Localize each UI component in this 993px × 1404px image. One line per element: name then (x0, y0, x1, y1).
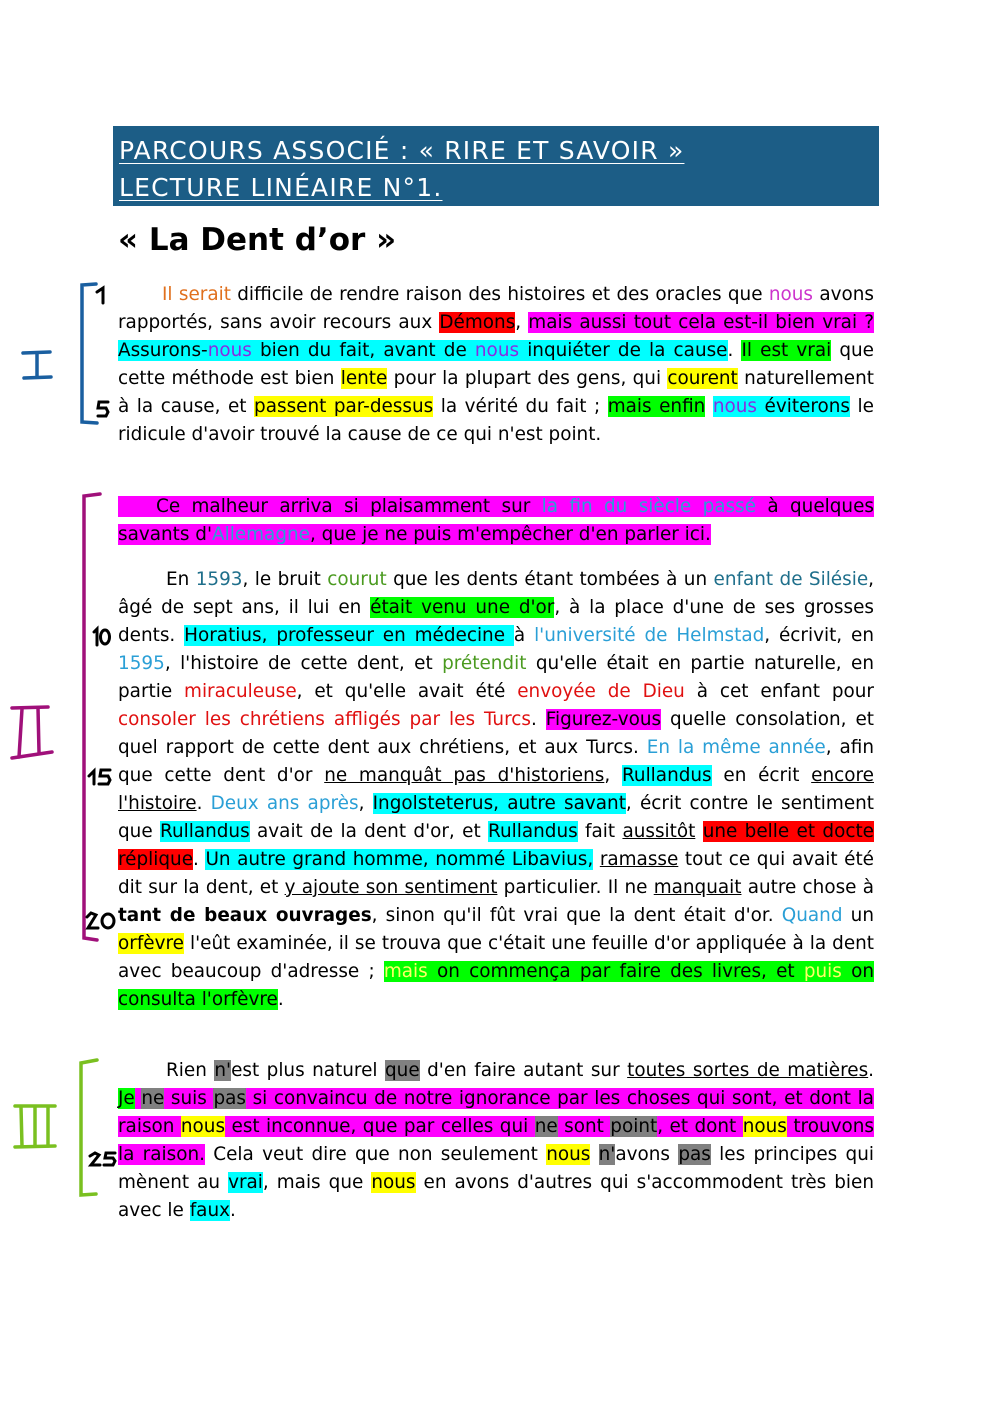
text-span: on commença par faire des livres, et (427, 961, 804, 982)
text-span: bien du fait, avant de (251, 340, 475, 361)
underlined-text: ne manquât pas d'historiens (324, 765, 605, 786)
paragraph-1 (118, 281, 874, 449)
text-span: on consulta l'orfèvre (118, 961, 874, 1010)
highlight-yellow: orfèvre (118, 933, 184, 954)
highlight-magenta: est inconnue, que par celles qui (225, 1116, 535, 1137)
text-span: les principes qui mènent au (118, 1144, 874, 1193)
text-span: Deux ans après (210, 793, 359, 814)
highlight-magenta: , et dont (657, 1116, 743, 1137)
line-number-15 (89, 770, 110, 784)
section-numeral-2 (12, 707, 52, 758)
text-span: autre chose à (741, 877, 874, 898)
text-span: quelle consolation, et quel rapport de cette dent aux chrétiens, et aux Turcs. (118, 709, 874, 758)
text-span: . (530, 709, 546, 730)
text-span (164, 1088, 171, 1109)
text-span: que cette méthode est bien (118, 340, 874, 389)
section-header (113, 126, 879, 206)
text-span: Assurons- (118, 340, 208, 361)
text-span: . (196, 793, 211, 814)
highlight-green: Il est vrai (741, 340, 832, 361)
line-number-20 (87, 913, 114, 928)
text-span (695, 821, 702, 842)
highlight-magenta: Figurez-vous (545, 709, 662, 730)
text-span (593, 849, 600, 870)
text-span: Cela veut dire que non seulement (204, 1144, 547, 1165)
header-line-2: LECTURE LINÉAIRE N°1. (119, 173, 443, 202)
bracket-section-1 (82, 284, 97, 423)
text-span: , (358, 793, 373, 814)
text-span: avons rapportés, sans avoir recours aux (118, 284, 874, 333)
text-span: en écrit (711, 765, 812, 786)
highlight-cyan: Horatius, professeur en médecine (184, 625, 514, 646)
paragraph-3 (118, 566, 874, 1014)
text-span: En la même année (646, 737, 826, 758)
text-span: . (727, 340, 742, 361)
text-span: , que je ne puis m'empêcher d'en parler ici. (309, 524, 711, 545)
highlight-cyan (118, 340, 728, 361)
highlight-gray: n' (598, 1144, 616, 1165)
text-span: , le bruit (242, 569, 328, 590)
section-numeral-3 (15, 1106, 55, 1147)
text-span: . (230, 1200, 236, 1221)
line-number-25 (90, 1153, 115, 1165)
text-span: miraculeuse (184, 681, 297, 702)
underlined-text: toutes sortes de matières (627, 1060, 869, 1081)
text-span: nous (712, 396, 758, 417)
highlight-cyan (713, 396, 850, 417)
text-span: . (868, 1060, 875, 1081)
text-span: courut (327, 569, 387, 590)
text-span: , âgé de sept ans, il lui en (118, 569, 874, 618)
text-span: 1595 (118, 653, 165, 674)
highlight-green: était venu une d'or (370, 597, 555, 618)
highlight-magenta: sont (557, 1116, 611, 1137)
highlight-red: une belle et docte réplique (118, 821, 874, 870)
bold-text: tant de beaux ouvrages (118, 905, 372, 926)
highlight-gray: que (385, 1060, 420, 1081)
text-span: naturellement à la cause, et (118, 368, 874, 417)
underlined-text: encore l'histoire (118, 765, 874, 814)
text-span: enfant de Silésie (713, 569, 869, 590)
text-span: avons (615, 1144, 679, 1165)
highlight-cyan: faux (189, 1200, 230, 1221)
text-span: , afin que cette dent d'or (118, 737, 874, 786)
text-span: l'eût examinée, il se trouva que c'était une feuille d'or appliquée à la dent avec beaucoup d'adresse ; (118, 933, 874, 982)
text-span: difficile de rendre raison des histoires et des oracles que (230, 284, 769, 305)
highlight-gray: ne (534, 1116, 558, 1137)
header-line-1: PARCOURS ASSOCIÉ : « RIRE ET SAVOIR » (119, 136, 685, 165)
highlight-yellow: lente (340, 368, 388, 389)
text-span (590, 1144, 598, 1165)
text-span: le ridicule d'avoir trouvé la cause de ce qui n'est point. (118, 396, 874, 445)
text-span: envoyée de Dieu (517, 681, 685, 702)
text-span: inquiéter de la cause (519, 340, 728, 361)
text-span: l'université de Helmstad (534, 625, 765, 646)
text-span: pour la plupart des gens, qui (387, 368, 668, 389)
highlight-magenta: suis (170, 1088, 207, 1109)
text-span: nous (207, 340, 252, 361)
text-span: , mais que (262, 1172, 372, 1193)
line-number-5 (98, 402, 108, 416)
text-span: en avons d'autres qui s'accommodent très bien avec le (118, 1172, 875, 1221)
text-span: que les dents étant tombées à un (386, 569, 714, 590)
highlight-gray: n' (214, 1060, 232, 1081)
highlight-yellow: passent par-dessus (254, 396, 434, 417)
text-span: . (277, 989, 284, 1010)
text-span: consoler les chrétiens affligés par les Turcs (118, 709, 531, 730)
highlight-cyan: Rullandus (621, 765, 712, 786)
highlight-green: Je (118, 1088, 135, 1109)
highlight-magenta: si convaincu de notre ignorance par les choses qui sont, et dont la raison (118, 1088, 874, 1137)
text-span: avait de la dent d'or, et (249, 821, 489, 842)
highlight-gray: ne (141, 1088, 165, 1109)
highlight-yellow: nous (546, 1144, 591, 1165)
highlight-cyan: Rullandus (488, 821, 578, 842)
text-span: . (193, 849, 206, 870)
text-span: éviterons (757, 396, 851, 417)
highlight-yellow: courent (667, 368, 738, 389)
text-span: , (515, 312, 529, 333)
line-number-1 (97, 288, 103, 303)
text-span: particulier. Il ne (497, 877, 654, 898)
highlight-magenta (118, 496, 874, 545)
line-number-10 (94, 629, 110, 645)
underlined-text: aussitôt (622, 821, 696, 842)
highlight-cyan: Rullandus (160, 821, 250, 842)
underlined-text: ramasse (599, 849, 679, 870)
text-span: , sinon qu'il fût vrai que la dent était d'or. (371, 905, 782, 926)
text-span: , écrivit, en (764, 625, 874, 646)
text-span: En (166, 569, 196, 590)
bracket-section-3 (81, 1060, 97, 1195)
text-span: la vérité du fait ; (433, 396, 608, 417)
highlight-cyan: Un autre grand homme, nommé Libavius, (205, 849, 594, 870)
text-span: Ce malheur arriva si plaisamment sur (156, 496, 542, 517)
paragraph-2 (118, 493, 874, 549)
text-span: , l'histoire de cette dent, et (164, 653, 443, 674)
text-span: d'en faire autant sur (419, 1060, 628, 1081)
highlight-yellow: nous (180, 1116, 226, 1137)
text-span: tout ce qui avait été dit sur la dent, et (118, 849, 874, 898)
text-span: , à la place d'une de ses grosses dents. (118, 597, 874, 646)
text-span: Allemagne (212, 524, 310, 545)
highlight-red: Démons (439, 312, 516, 333)
text-span: à (513, 625, 535, 646)
text-span: Il serait (162, 284, 231, 305)
text-span: à cet enfant pour (684, 681, 874, 702)
text-span: la fin du siècle passé (541, 496, 757, 517)
highlight-cyan: Ingolsteterus, autre savant (372, 793, 626, 814)
section-numeral-1 (23, 352, 51, 378)
text-span: qu'elle était en partie naturelle, en partie (118, 653, 874, 702)
text-span: , (604, 765, 622, 786)
text-span: Rien (166, 1060, 215, 1081)
underlined-text: manquait (653, 877, 742, 898)
highlight-yellow: nous (371, 1172, 416, 1193)
highlight-yellow: nous (742, 1116, 787, 1137)
text-span: un (842, 905, 874, 926)
text-span (705, 396, 713, 417)
text-span: à quelques savants d' (118, 496, 874, 545)
text-span: Quand (781, 905, 843, 926)
text-span: nous (768, 284, 814, 305)
highlight-cyan: vrai (228, 1172, 263, 1193)
text-span: , et qu'elle avait été (296, 681, 518, 702)
underlined-text: y ajoute son sentiment (284, 877, 498, 898)
highlight-gray: point (610, 1116, 658, 1137)
text-span: 1593 (195, 569, 243, 590)
text-span: fait (577, 821, 623, 842)
text-span: est plus naturel (231, 1060, 385, 1081)
highlight-magenta: trouvons la raison. (118, 1116, 874, 1165)
text-span: puis (803, 961, 842, 982)
paragraph-4 (118, 1057, 874, 1225)
text-title: « La Dent d’or » (118, 222, 397, 258)
highlight-gray: pas (213, 1088, 246, 1109)
text-span: nous (474, 340, 520, 361)
text-span: prétendit (442, 653, 527, 674)
bracket-section-2 (84, 494, 100, 940)
highlight-green: mais enfin (607, 396, 706, 417)
highlight-magenta: mais aussi tout cela est-il bien vrai ? (528, 312, 874, 333)
text-span: mais (383, 961, 428, 982)
text-span: , écrit contre le sentiment que (118, 793, 874, 842)
highlight-gray: pas (678, 1144, 711, 1165)
